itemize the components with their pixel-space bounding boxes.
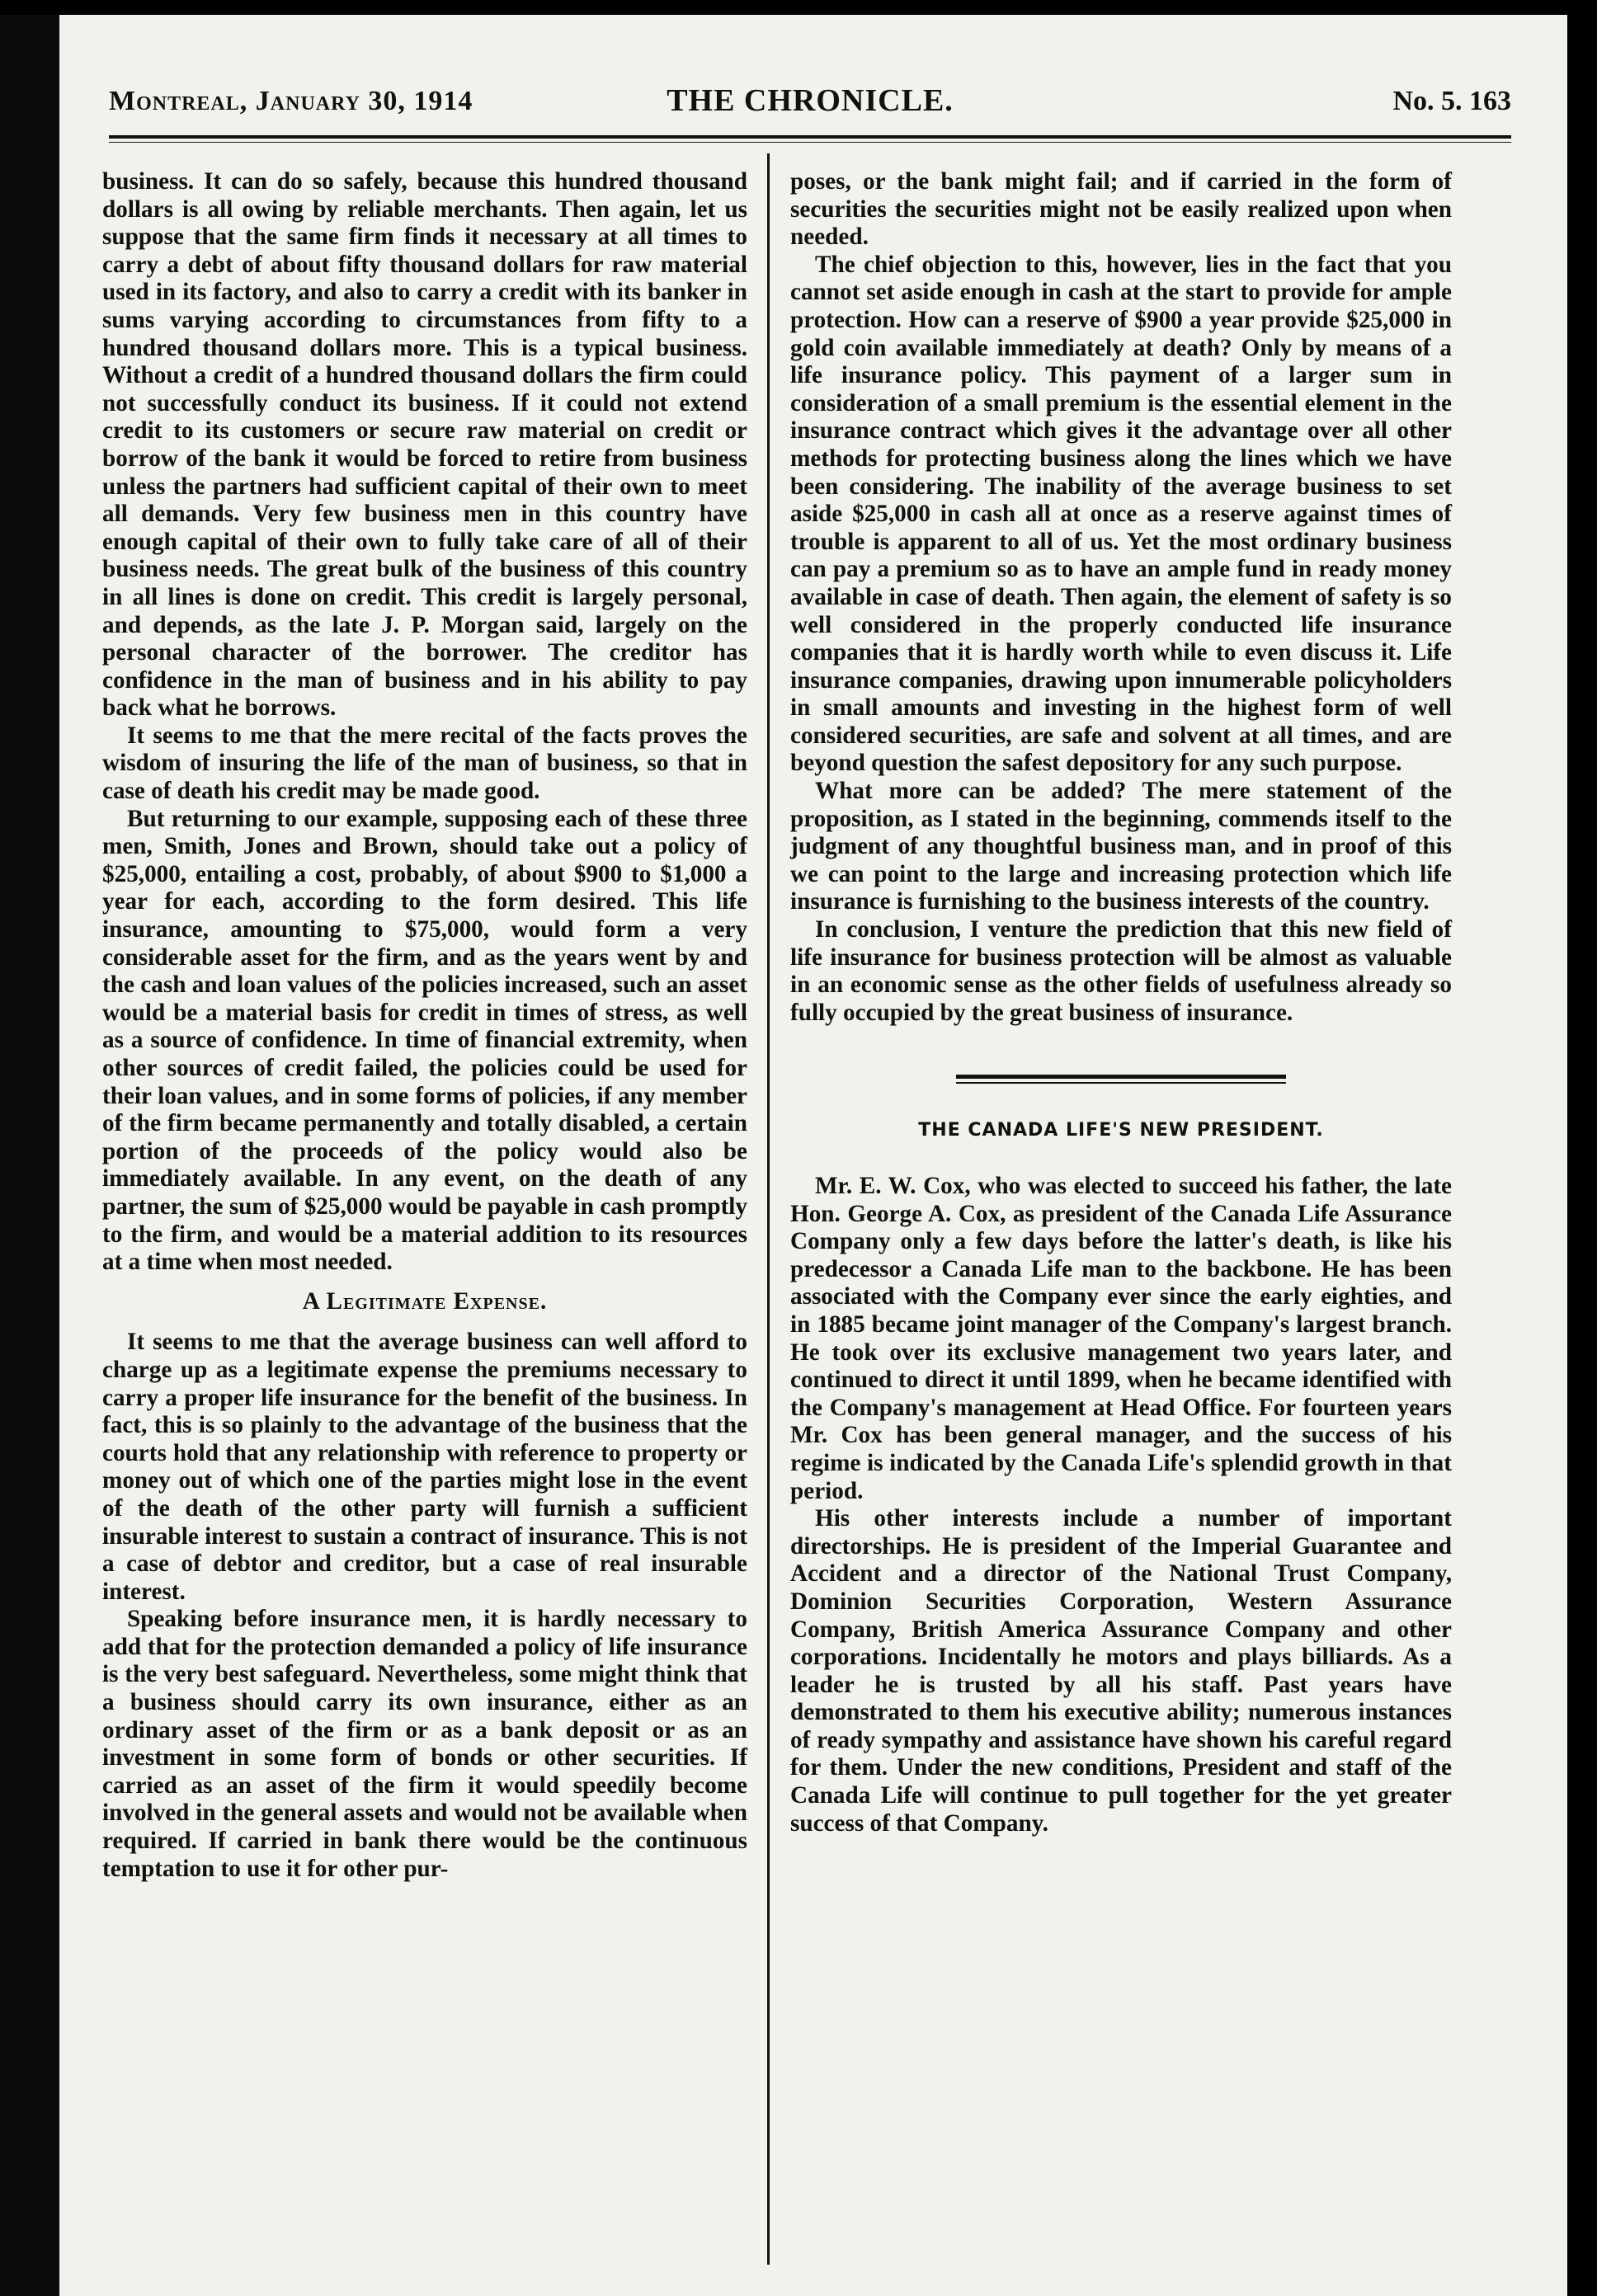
newspaper-page (59, 15, 1567, 2296)
article-divider (956, 1075, 1286, 1084)
section-subheading: A Legitimate Expense. (302, 1287, 548, 1315)
paragraph: Speaking before insurance men, it is hardly necessary to add that for the protection demanded a policy of life insurance is the very best safeguard. Nevertheless, some might think that a business should carry its own insurance, either as an ordinary asset of the firm or as a bank deposit or as an investment in some form of bonds or other securities. If carried as an asset of the firm it would speedily become involved in the general assets and would not be available when required. If carried in bank there would be the continuous temptation to use it for other pur- (102, 1606, 747, 1882)
header-rule-thin (109, 142, 1511, 143)
paragraph: What more can be added? The mere statement of the proposition, as I stated in the beginning, commends itself to the judgment of any thoughtful business man, and in proof of this we can point to the large and increasing protection which life insurance is furnishing to the business interests of the country. (790, 778, 1452, 915)
page-header (109, 82, 1511, 132)
paragraph: His other interests include a number of important directorships. He is president of the Imperial Guarantee and Accident and a director of the National Trust Company, Dominion Securities Corporation, Western Assurance Company, British America Assurance Company and other corporations. Incidentally he motors and plays billiards. As a leader he is trusted by all his staff. Past years have demonstrated to them his executive ability; numerous instances of ready sympathy and assistance have shown his careful regard for them. Under the new conditions, President and staff of the Canada Life will continue to pull together for the yet greater success of that Company. (790, 1505, 1452, 1837)
paragraph: poses, or the bank might fail; and if carried in the form of securities the securities might not be easily realized upon when needed. (790, 168, 1452, 251)
paragraph: The chief objection to this, however, lies in the fact that you cannot set aside enough in cash at the start to provide for ample protection. How can a reserve of $900 a year provide $25,000 in gold coin available immediately at death? Only by means of a life insurance policy. This payment of a larger sum in consideration of a small premium is the essential element in the insurance contract which gives it the advantage over all other methods for protecting business along the lines which we have been considering. The inability of the average business to set aside $25,000 in cash all at once as a reserve against times of trouble is apparent to all of us. Yet the most ordinary business can pay a premium so as to have an ample fund in ready money available in case of death. Then again, the element of safety is so well considered in the properly conducted life insurance companies that it is hardly worth while to even discuss it. Life insurance companies, drawing upon innumerable policyholders in small amounts and investing in the highest form of well considered securities, are safe and solvent at all times, and are beyond question the safest depository for any such purpose. (790, 251, 1452, 777)
right-column (790, 168, 1452, 1837)
header-dateline: Montreal, January 30, 1914 (109, 86, 473, 116)
article-headline: THE CANADA LIFE'S NEW PRESIDENT. (918, 1120, 1324, 1141)
column-divider (767, 153, 770, 2265)
paragraph: In conclusion, I venture the prediction that this new field of life insurance for business protection will be almost as valuable in an economic sense as the other fields of usefulness already so fully occupied by the great business of insurance. (790, 916, 1452, 1026)
paragraph: It seems to me that the average business can well afford to charge up as a legitimate expense the premiums necessary to carry a proper life insurance for the benefit of the business. In fact, this is so plainly to the advantage of the business that the courts hold that any relationship with reference to property or money out of which one of the parties might lose in the event of the death of the other party will furnish a sufficient insurable interest to sustain a contract of insurance. This is not a case of debtor and creditor, but a case of real insurable interest. (102, 1329, 747, 1605)
page-spine-shadow (0, 15, 59, 2296)
paragraph: business. It can do so safely, because this hundred thousand dollars is all owing by reliable merchants. Then again, let us suppose that the same firm finds it necessary at all times to carry a debt of about fifty thousand dollars for raw material used in its factory, and also to carry a credit with its banker in sums varying according to circumstances from fifty to a hundred thousand dollars more. This is a typical business. Without a credit of a hundred thousand dollars the firm could not successfully conduct its business. If it could not extend credit to its customers or secure raw material on credit or borrow of the bank it would be forced to retire from business unless the partners had sufficient capital of their own to meet all demands. Very few business men in this country have enough capital of their own to fully take care of all of their business needs. The great bulk of the business of this country in all lines is done on credit. This credit is largely personal, and depends, as the late J. P. Morgan said, largely on the personal character of the borrower. The creditor has confidence in the man of business and in his ability to pay back what he borrows. (102, 168, 747, 722)
left-column (102, 168, 747, 1883)
paragraph: Mr. E. W. Cox, who was elected to succeed his father, the late Hon. George A. Cox, as president of the Canada Life Assurance Company only a few days before the latter's death, is like his predecessor a Canada Life man to the backbone. He has been associated with the Company ever since the early eighties, and in 1885 became joint manager of the Company's largest branch. He took over its exclusive management two years later, and continued to direct it until 1899, when he became identified with the Company's management at Head Office. For fourteen years Mr. Cox has been general manager, and the success of his regime is indicated by the Canada Life's splendid growth in that period. (790, 1173, 1452, 1504)
paragraph: It seems to me that the mere recital of the facts proves the wisdom of insuring the life of the man of business, so that in case of death his credit may be made good. (102, 722, 747, 805)
publication-title: THE CHRONICLE. (667, 83, 954, 118)
header-rule-thick (109, 135, 1511, 139)
issue-page-number: No. 5. 163 (1392, 86, 1511, 116)
paragraph: But returning to our example, supposing each of these three men, Smith, Jones and Brown, should take out a policy of $25,000, entailing a cost, probably, of about $900 to $1,000 a year for each, according to the form desired. This life insurance, amounting to $75,000, would form a very considerable asset for the firm, and as the years went by and the cash and loan values of the policies increased, such an asset would be a material basis for credit in times of stress, as well as a source of confidence. In time of financial extremity, when other sources of credit failed, the policies could be used for their loan values, and in some forms of policies, if any member of the firm became permanently and totally disabled, a certain portion of the proceeds of the policy would also be immediately available. In any event, on the death of any partner, the sum of $25,000 would be payable in cash promptly to the firm, and would be a material addition to its resources at a time when most needed. (102, 805, 747, 1276)
